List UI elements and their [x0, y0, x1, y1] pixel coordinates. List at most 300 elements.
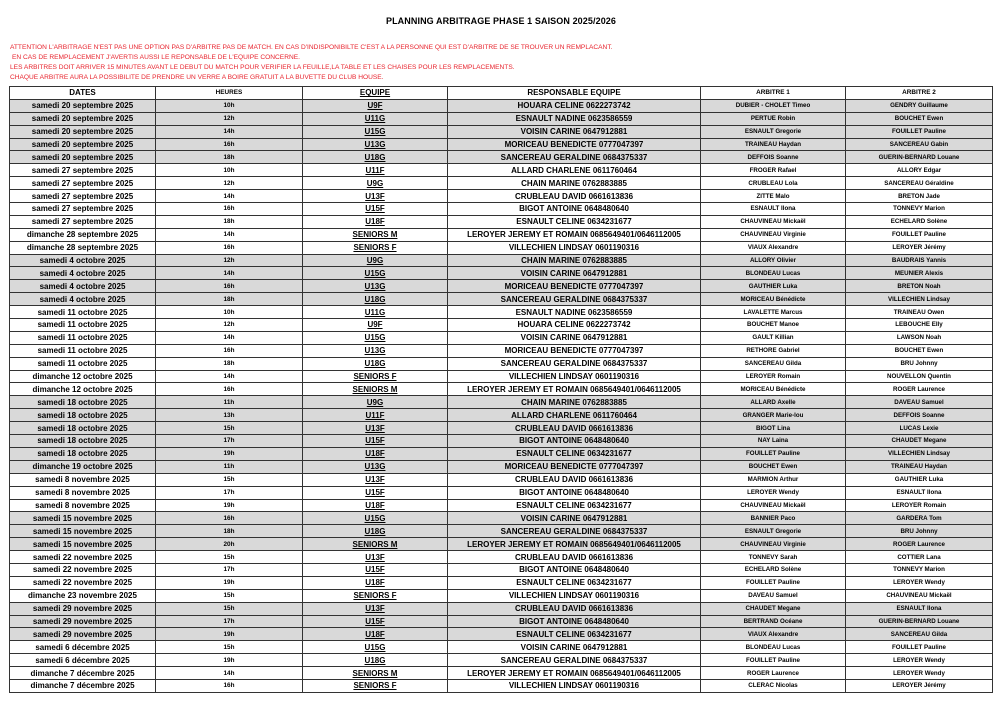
match-time-cell: 14h: [156, 125, 303, 138]
match-time-cell: 19h: [156, 447, 303, 460]
table-row: [10, 628, 993, 641]
note-line: CHAQUE ARBITRE AURA LA POSSIBILITE DE PRENDRE UN VERRE A BOIRE GRATUIT A LA BUVETTE DU CLUB HOUSE.: [10, 74, 384, 81]
team-cell: U15F: [303, 486, 448, 499]
referee-schedule-table: [9, 86, 993, 693]
team-cell: SENIORS M: [303, 383, 448, 396]
referee-1-cell: SANCEREAU Gilda: [701, 357, 846, 370]
team-manager-cell: CHAIN MARINE 0762883885: [448, 396, 701, 409]
team-manager-cell: BIGOT ANTOINE 0648480640: [448, 563, 701, 576]
team-cell: U11F: [303, 164, 448, 177]
table-row: [10, 241, 993, 254]
referee-1-cell: CHAUVINEAU Virginie: [701, 538, 846, 551]
referee-2-cell: BOUCHET Ewen: [846, 344, 993, 357]
referee-2-cell: TONNEVY Marion: [846, 563, 993, 576]
match-time-cell: 19h: [156, 576, 303, 589]
referee-2-cell: GUERIN-BERNARD Louane: [846, 151, 993, 164]
match-time-cell: 14h: [156, 667, 303, 680]
referee-1-cell: GRANGER Marie-lou: [701, 409, 846, 422]
match-time-cell: 11h: [156, 460, 303, 473]
team-manager-cell: HOUARA CELINE 0622273742: [448, 319, 701, 332]
team-manager-cell: CHAIN MARINE 0762883885: [448, 177, 701, 190]
team-manager-cell: BIGOT ANTOINE 0648480640: [448, 615, 701, 628]
match-date-cell: samedi 8 novembre 2025: [10, 486, 156, 499]
team-cell: U9G: [303, 396, 448, 409]
team-cell: U15F: [303, 615, 448, 628]
team-cell: U13F: [303, 190, 448, 203]
table-row: [10, 306, 993, 319]
team-cell: U13G: [303, 280, 448, 293]
referee-1-cell: CLERAC Nicolas: [701, 679, 846, 692]
team-manager-cell: SANCEREAU GERALDINE 0684375337: [448, 293, 701, 306]
referee-1-cell: CHAUDET Megane: [701, 602, 846, 615]
match-time-cell: 19h: [156, 654, 303, 667]
note-line: ATTENTION L'ARBITRAGE N'EST PAS UNE OPTION PAS D'ARBITRE PAS DE MATCH. EN CAS D'INDISPONIBILTE C'EST A LA PERSONNE QUI EST D'ARBITRE DE SE TROUVER UN REMPLACANT.: [10, 44, 613, 51]
match-date-cell: samedi 4 octobre 2025: [10, 293, 156, 306]
team-manager-cell: VILLECHIEN LINDSAY 0601190316: [448, 679, 701, 692]
team-cell: U13F: [303, 602, 448, 615]
table-row: [10, 615, 993, 628]
team-cell: U15G: [303, 331, 448, 344]
referee-2-cell: LUCAS Lexie: [846, 422, 993, 435]
table-row: [10, 525, 993, 538]
table-row: [10, 551, 993, 564]
referee-2-cell: FOUILLET Pauline: [846, 228, 993, 241]
referee-1-cell: BLONDEAU Lucas: [701, 641, 846, 654]
table-row: [10, 177, 993, 190]
match-date-cell: samedi 4 octobre 2025: [10, 254, 156, 267]
referee-1-cell: PERTUE Robin: [701, 112, 846, 125]
match-time-cell: 12h: [156, 254, 303, 267]
match-date-cell: samedi 27 septembre 2025: [10, 164, 156, 177]
match-time-cell: 10h: [156, 306, 303, 319]
table-row: [10, 447, 993, 460]
column-header-hours: HEURES: [156, 87, 303, 100]
team-cell: U15G: [303, 125, 448, 138]
match-date-cell: samedi 20 septembre 2025: [10, 112, 156, 125]
team-manager-cell: ESNAULT CELINE 0634231677: [448, 576, 701, 589]
table-row: [10, 641, 993, 654]
referee-2-cell: BRU Johnny: [846, 525, 993, 538]
table-row: [10, 589, 993, 602]
match-date-cell: samedi 20 septembre 2025: [10, 138, 156, 151]
table-row: [10, 435, 993, 448]
table-row: [10, 499, 993, 512]
referee-1-cell: CHAUVINEAU Mickaël: [701, 499, 846, 512]
match-time-cell: 15h: [156, 422, 303, 435]
referee-2-cell: DAVEAU Samuel: [846, 396, 993, 409]
match-date-cell: samedi 18 octobre 2025: [10, 447, 156, 460]
match-date-cell: samedi 4 octobre 2025: [10, 280, 156, 293]
team-manager-cell: VILLECHIEN LINDSAY 0601190316: [448, 241, 701, 254]
match-time-cell: 17h: [156, 615, 303, 628]
team-cell: U18G: [303, 293, 448, 306]
referee-1-cell: BOUCHET Ewen: [701, 460, 846, 473]
referee-2-cell: BRU Johnny: [846, 357, 993, 370]
match-time-cell: 19h: [156, 499, 303, 512]
referee-1-cell: BLONDEAU Lucas: [701, 267, 846, 280]
team-manager-cell: VOISIN CARINE 0647912881: [448, 641, 701, 654]
match-date-cell: samedi 6 décembre 2025: [10, 641, 156, 654]
match-time-cell: 11h: [156, 396, 303, 409]
team-cell: U13F: [303, 422, 448, 435]
team-cell: U18F: [303, 499, 448, 512]
referee-2-cell: SANCEREAU Gilda: [846, 628, 993, 641]
match-time-cell: 15h: [156, 602, 303, 615]
referee-1-cell: TRAINEAU Haydan: [701, 138, 846, 151]
team-manager-cell: MORICEAU BENEDICTE 0777047397: [448, 280, 701, 293]
team-cell: U13G: [303, 344, 448, 357]
match-time-cell: 10h: [156, 164, 303, 177]
referee-2-cell: LAWSON Noah: [846, 331, 993, 344]
team-cell: U9F: [303, 99, 448, 112]
match-time-cell: 14h: [156, 370, 303, 383]
referee-2-cell: COTTIER Lana: [846, 551, 993, 564]
table-row: [10, 267, 993, 280]
team-cell: SENIORS F: [303, 241, 448, 254]
referee-2-cell: GAUTHIER Luka: [846, 473, 993, 486]
warning-notes: [10, 43, 990, 83]
match-time-cell: 17h: [156, 435, 303, 448]
referee-1-cell: ECHELARD Solène: [701, 563, 846, 576]
match-time-cell: 16h: [156, 241, 303, 254]
team-cell: U9G: [303, 254, 448, 267]
referee-1-cell: MORICEAU Bénédicte: [701, 383, 846, 396]
team-manager-cell: SANCEREAU GERALDINE 0684375337: [448, 654, 701, 667]
table-header-row: [10, 87, 993, 100]
table-row: [10, 319, 993, 332]
team-cell: U11F: [303, 409, 448, 422]
column-header-referee-1: ARBITRE 1: [701, 87, 846, 100]
match-time-cell: 16h: [156, 138, 303, 151]
team-cell: U13G: [303, 460, 448, 473]
note-line: LES ARBITRES DOIT ARRIVER 15 MINUTES AVANT LE DEBUT DU MATCH POUR VERIFIER LA FEUILLE,LA TABLE ET LES CHAISES POUR LES REMPLACEMENTS.: [10, 64, 515, 71]
match-time-cell: 16h: [156, 344, 303, 357]
table-row: [10, 370, 993, 383]
referee-1-cell: DAVEAU Samuel: [701, 589, 846, 602]
match-time-cell: 17h: [156, 563, 303, 576]
referee-1-cell: FOUILLET Pauline: [701, 654, 846, 667]
referee-2-cell: LEROYER Wendy: [846, 667, 993, 680]
team-cell: SENIORS M: [303, 667, 448, 680]
team-manager-cell: ESNAULT CELINE 0634231677: [448, 215, 701, 228]
table-row: [10, 151, 993, 164]
match-time-cell: 14h: [156, 331, 303, 344]
table-row: [10, 576, 993, 589]
table-row: [10, 228, 993, 241]
match-date-cell: samedi 27 septembre 2025: [10, 190, 156, 203]
table-row: [10, 538, 993, 551]
referee-1-cell: MORICEAU Bénédicte: [701, 293, 846, 306]
match-time-cell: 19h: [156, 628, 303, 641]
referee-2-cell: FOUILLET Pauline: [846, 641, 993, 654]
match-time-cell: 16h: [156, 512, 303, 525]
match-date-cell: samedi 22 novembre 2025: [10, 576, 156, 589]
referee-2-cell: LEROYER Wendy: [846, 576, 993, 589]
match-time-cell: 18h: [156, 293, 303, 306]
table-row: [10, 164, 993, 177]
team-cell: U15G: [303, 267, 448, 280]
team-manager-cell: LEROYER JEREMY ET ROMAIN 0685649401/0646112005: [448, 228, 701, 241]
match-date-cell: dimanche 19 octobre 2025: [10, 460, 156, 473]
match-date-cell: samedi 15 novembre 2025: [10, 538, 156, 551]
referee-2-cell: LEROYER Romain: [846, 499, 993, 512]
table-row: [10, 396, 993, 409]
referee-2-cell: ESNAULT Ilona: [846, 486, 993, 499]
team-manager-cell: VOISIN CARINE 0647912881: [448, 512, 701, 525]
match-date-cell: dimanche 28 septembre 2025: [10, 228, 156, 241]
referee-2-cell: ALLORY Edgar: [846, 164, 993, 177]
match-date-cell: samedi 20 septembre 2025: [10, 125, 156, 138]
team-cell: SENIORS F: [303, 370, 448, 383]
match-time-cell: 12h: [156, 177, 303, 190]
referee-2-cell: GARDERA Tom: [846, 512, 993, 525]
referee-1-cell: NAY Laina: [701, 435, 846, 448]
team-cell: U18F: [303, 576, 448, 589]
match-date-cell: dimanche 7 décembre 2025: [10, 667, 156, 680]
table-row: [10, 99, 993, 112]
referee-1-cell: ALLORY Olivier: [701, 254, 846, 267]
team-cell: U15G: [303, 641, 448, 654]
match-time-cell: 15h: [156, 589, 303, 602]
match-time-cell: 18h: [156, 525, 303, 538]
match-date-cell: samedi 29 novembre 2025: [10, 602, 156, 615]
team-cell: SENIORS M: [303, 538, 448, 551]
match-time-cell: 18h: [156, 215, 303, 228]
team-cell: SENIORS M: [303, 228, 448, 241]
match-time-cell: 10h: [156, 99, 303, 112]
match-date-cell: samedi 27 septembre 2025: [10, 203, 156, 216]
referee-1-cell: BIGOT Lina: [701, 422, 846, 435]
referee-2-cell: ESNAULT Ilona: [846, 602, 993, 615]
team-manager-cell: LEROYER JEREMY ET ROMAIN 0685649401/0646112005: [448, 538, 701, 551]
team-cell: U13F: [303, 473, 448, 486]
match-date-cell: samedi 6 décembre 2025: [10, 654, 156, 667]
match-time-cell: 17h: [156, 486, 303, 499]
table-row: [10, 203, 993, 216]
team-cell: U18F: [303, 447, 448, 460]
table-row: [10, 215, 993, 228]
match-time-cell: 12h: [156, 112, 303, 125]
match-date-cell: samedi 27 septembre 2025: [10, 177, 156, 190]
team-cell: SENIORS F: [303, 589, 448, 602]
match-time-cell: 13h: [156, 409, 303, 422]
team-cell: U18F: [303, 628, 448, 641]
referee-1-cell: VIAUX Alexandre: [701, 241, 846, 254]
referee-2-cell: LEROYER Wendy: [846, 654, 993, 667]
table-row: [10, 602, 993, 615]
team-manager-cell: ESNAULT CELINE 0634231677: [448, 447, 701, 460]
table-row: [10, 422, 993, 435]
team-manager-cell: BIGOT ANTOINE 0648480640: [448, 203, 701, 216]
referee-1-cell: LEROYER Romain: [701, 370, 846, 383]
match-time-cell: 15h: [156, 641, 303, 654]
referee-1-cell: BERTRAND Océane: [701, 615, 846, 628]
match-date-cell: samedi 18 octobre 2025: [10, 396, 156, 409]
match-time-cell: 16h: [156, 679, 303, 692]
referee-2-cell: LEBOUCHE Elly: [846, 319, 993, 332]
team-cell: U18F: [303, 215, 448, 228]
team-manager-cell: SANCEREAU GERALDINE 0684375337: [448, 525, 701, 538]
table-row: [10, 357, 993, 370]
team-manager-cell: ESNAULT CELINE 0634231677: [448, 628, 701, 641]
referee-1-cell: ROGER Laurence: [701, 667, 846, 680]
team-cell: U11G: [303, 112, 448, 125]
team-manager-cell: VILLECHIEN LINDSAY 0601190316: [448, 589, 701, 602]
referee-2-cell: ROGER Laurence: [846, 538, 993, 551]
referee-2-cell: CHAUVINEAU Mickaël: [846, 589, 993, 602]
referee-1-cell: FOUILLET Pauline: [701, 576, 846, 589]
team-manager-cell: BIGOT ANTOINE 0648480640: [448, 486, 701, 499]
referee-2-cell: LEROYER Jérémy: [846, 241, 993, 254]
team-manager-cell: VOISIN CARINE 0647912881: [448, 331, 701, 344]
table-row: [10, 138, 993, 151]
team-cell: U18G: [303, 357, 448, 370]
team-manager-cell: ALLARD CHARLENE 0611760464: [448, 409, 701, 422]
team-manager-cell: SANCEREAU GERALDINE 0684375337: [448, 151, 701, 164]
table-row: [10, 409, 993, 422]
match-date-cell: samedi 15 novembre 2025: [10, 525, 156, 538]
match-date-cell: samedi 22 novembre 2025: [10, 563, 156, 576]
referee-2-cell: DEFFOIS Soanne: [846, 409, 993, 422]
team-manager-cell: VOISIN CARINE 0647912881: [448, 267, 701, 280]
match-time-cell: 20h: [156, 538, 303, 551]
match-date-cell: samedi 11 octobre 2025: [10, 306, 156, 319]
column-header-team-manager: RESPONSABLE EQUIPE: [448, 87, 701, 100]
table-row: [10, 254, 993, 267]
referee-2-cell: CHAUDET Megane: [846, 435, 993, 448]
page-title: PLANNING ARBITRAGE PHASE 1 SAISON 2025/2026: [385, 16, 617, 26]
referee-1-cell: TONNEVY Sarah: [701, 551, 846, 564]
match-date-cell: samedi 4 octobre 2025: [10, 267, 156, 280]
column-header-team: EQUIPE: [303, 87, 448, 100]
team-cell: SENIORS F: [303, 679, 448, 692]
table-row: [10, 293, 993, 306]
referee-1-cell: ALLARD Axelle: [701, 396, 846, 409]
table-row: [10, 344, 993, 357]
team-manager-cell: ESNAULT NADINE 0623586559: [448, 112, 701, 125]
referee-2-cell: TRAINEAU Haydan: [846, 460, 993, 473]
referee-2-cell: ROGER Laurence: [846, 383, 993, 396]
referee-2-cell: LEROYER Jérémy: [846, 679, 993, 692]
referee-2-cell: MEUNIER Alexis: [846, 267, 993, 280]
team-manager-cell: LEROYER JEREMY ET ROMAIN 0685649401/0646112005: [448, 383, 701, 396]
referee-2-cell: GUERIN-BERNARD Louane: [846, 615, 993, 628]
match-date-cell: samedi 11 octobre 2025: [10, 319, 156, 332]
referee-2-cell: BRETON Jade: [846, 190, 993, 203]
team-manager-cell: ALLARD CHARLENE 0611760464: [448, 164, 701, 177]
table-row: [10, 473, 993, 486]
table-row: [10, 190, 993, 203]
match-date-cell: samedi 11 octobre 2025: [10, 357, 156, 370]
referee-1-cell: ESNAULT Ilona: [701, 203, 846, 216]
referee-1-cell: ZITTE Malo: [701, 190, 846, 203]
table-row: [10, 383, 993, 396]
referee-1-cell: VIAUX Alexandre: [701, 628, 846, 641]
match-date-cell: samedi 29 novembre 2025: [10, 628, 156, 641]
match-date-cell: samedi 22 novembre 2025: [10, 551, 156, 564]
match-date-cell: dimanche 23 novembre 2025: [10, 589, 156, 602]
referee-1-cell: CRUBLEAU Lola: [701, 177, 846, 190]
team-cell: U18G: [303, 151, 448, 164]
team-manager-cell: SANCEREAU GERALDINE 0684375337: [448, 357, 701, 370]
team-cell: U18G: [303, 654, 448, 667]
referee-2-cell: GENDRY Guillaume: [846, 99, 993, 112]
match-date-cell: samedi 11 octobre 2025: [10, 344, 156, 357]
team-cell: U13F: [303, 551, 448, 564]
team-manager-cell: ESNAULT NADINE 0623586559: [448, 306, 701, 319]
referee-1-cell: RETHORE Gabriel: [701, 344, 846, 357]
referee-1-cell: FROGER Rafael: [701, 164, 846, 177]
table-row: [10, 112, 993, 125]
team-manager-cell: ESNAULT CELINE 0634231677: [448, 499, 701, 512]
referee-2-cell: VILLECHIEN Lindsay: [846, 293, 993, 306]
referee-2-cell: FOUILLET Pauline: [846, 125, 993, 138]
match-date-cell: dimanche 7 décembre 2025: [10, 679, 156, 692]
team-manager-cell: HOUARA CELINE 0622273742: [448, 99, 701, 112]
referee-1-cell: GAULT Killian: [701, 331, 846, 344]
match-date-cell: dimanche 28 septembre 2025: [10, 241, 156, 254]
match-time-cell: 14h: [156, 267, 303, 280]
team-cell: U15F: [303, 203, 448, 216]
table-row: [10, 679, 993, 692]
team-manager-cell: MORICEAU BENEDICTE 0777047397: [448, 460, 701, 473]
referee-2-cell: BRETON Noah: [846, 280, 993, 293]
team-manager-cell: BIGOT ANTOINE 0648480640: [448, 435, 701, 448]
referee-2-cell: BAUDRAIS Yannis: [846, 254, 993, 267]
referee-1-cell: LEROYER Wendy: [701, 486, 846, 499]
table-row: [10, 667, 993, 680]
match-date-cell: dimanche 12 octobre 2025: [10, 383, 156, 396]
team-cell: U13G: [303, 138, 448, 151]
match-date-cell: samedi 15 novembre 2025: [10, 512, 156, 525]
referee-1-cell: MARMION Arthur: [701, 473, 846, 486]
column-header-referee-2: ARBITRE 2: [846, 87, 993, 100]
referee-1-cell: GAUTHIER Luka: [701, 280, 846, 293]
match-time-cell: 15h: [156, 473, 303, 486]
team-manager-cell: MORICEAU BENEDICTE 0777047397: [448, 138, 701, 151]
match-date-cell: samedi 29 novembre 2025: [10, 615, 156, 628]
referee-1-cell: LAVALETTE Marcus: [701, 306, 846, 319]
table-row: [10, 125, 993, 138]
team-cell: U15F: [303, 563, 448, 576]
match-date-cell: samedi 18 octobre 2025: [10, 409, 156, 422]
match-time-cell: 14h: [156, 228, 303, 241]
referee-2-cell: NOUVELLON Quentin: [846, 370, 993, 383]
referee-1-cell: CHAUVINEAU Virginie: [701, 228, 846, 241]
team-manager-cell: CRUBLEAU DAVID 0661613836: [448, 551, 701, 564]
team-manager-cell: CRUBLEAU DAVID 0661613836: [448, 422, 701, 435]
referee-2-cell: BOUCHET Ewen: [846, 112, 993, 125]
referee-2-cell: TONNEVY Marion: [846, 203, 993, 216]
referee-1-cell: BOUCHET Manoe: [701, 319, 846, 332]
table-row: [10, 654, 993, 667]
match-date-cell: samedi 8 novembre 2025: [10, 499, 156, 512]
team-manager-cell: CHAIN MARINE 0762883885: [448, 254, 701, 267]
referee-1-cell: DEFFOIS Soanne: [701, 151, 846, 164]
match-time-cell: 12h: [156, 319, 303, 332]
team-cell: U9G: [303, 177, 448, 190]
match-date-cell: samedi 20 septembre 2025: [10, 99, 156, 112]
referee-1-cell: FOUILLET Pauline: [701, 447, 846, 460]
match-date-cell: samedi 18 octobre 2025: [10, 435, 156, 448]
table-row: [10, 280, 993, 293]
team-manager-cell: VILLECHIEN LINDSAY 0601190316: [448, 370, 701, 383]
table-row: [10, 512, 993, 525]
match-date-cell: samedi 11 octobre 2025: [10, 331, 156, 344]
team-manager-cell: CRUBLEAU DAVID 0661613836: [448, 190, 701, 203]
referee-1-cell: DUBIER - CHOLET Timeo: [701, 99, 846, 112]
referee-2-cell: TRAINEAU Owen: [846, 306, 993, 319]
